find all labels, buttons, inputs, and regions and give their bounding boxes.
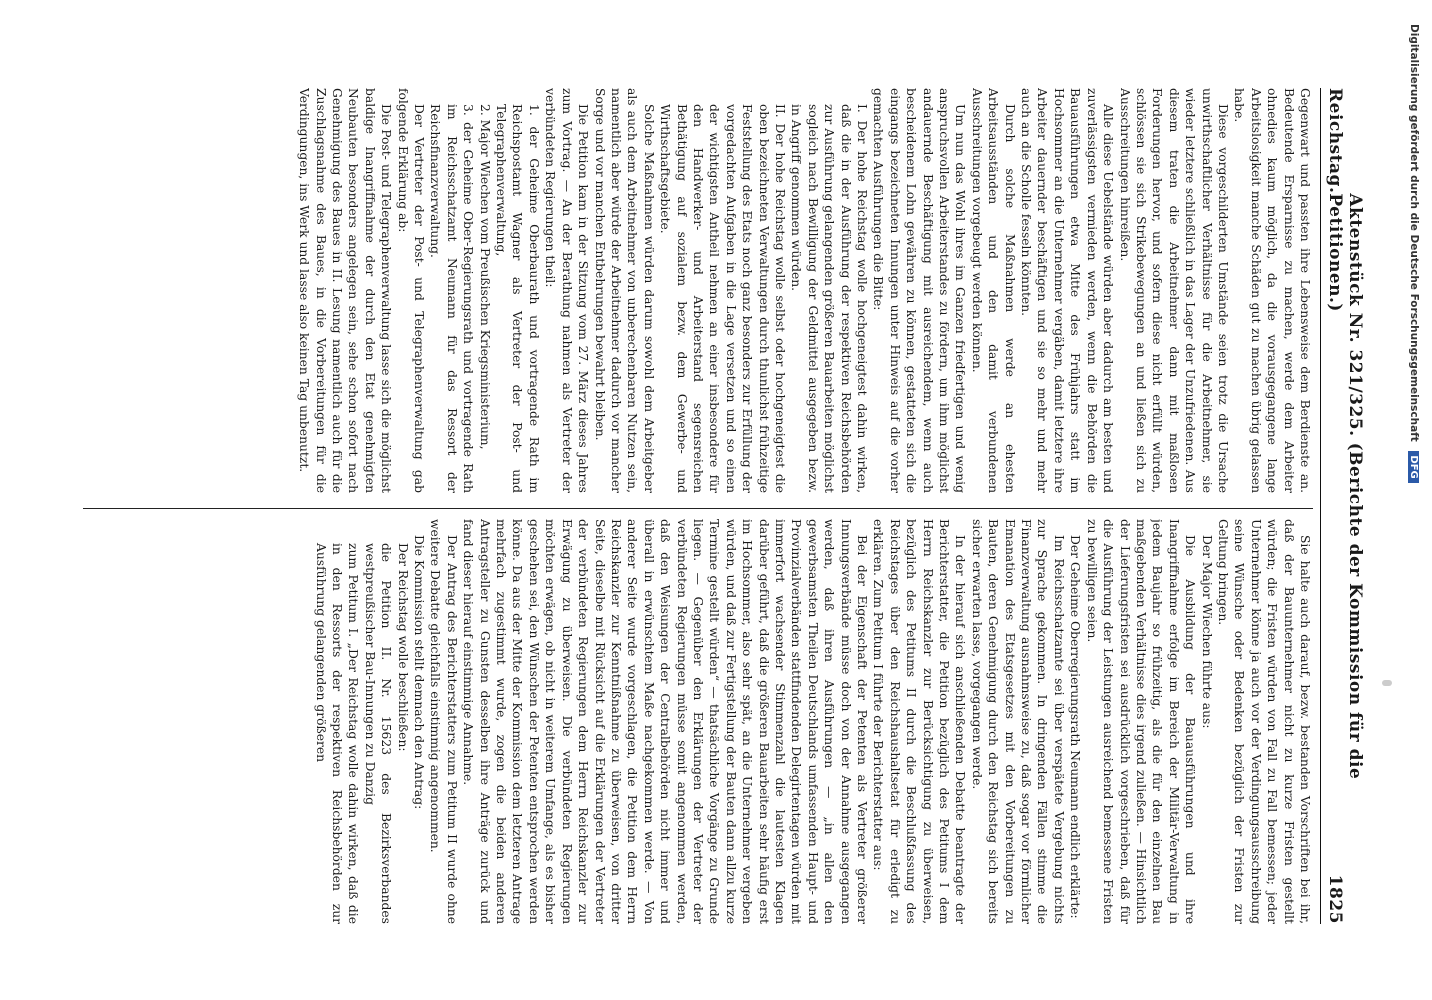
paragraph: Der Vertreter der Post- und Telegraphenverwaltung gab folgende Erklärung ab: <box>395 88 427 493</box>
paragraph: Sie halte auch darauf, bezw. bestanden Vorschriften bei ihr, daß der Bauunternehmer nicht zu kurze Fristen gestellt würden; die Fristen würden von Fall zu Fall bemessen; jeder Unternehmer könne ja auch vor der Verdingungsausschreibung seine Wünsche oder Bedenken bezüglich der Fristen zur Geltung bringen. <box>1215 519 1312 924</box>
page-header <box>1320 88 1365 924</box>
paragraph: Die Petition kam in der Sitzung vom 27. März dieses Jahres zum Vortrag. — An der Berathung nahmen als Vertreter der verbündeten Regierungen theil: <box>543 88 591 493</box>
header-section-title: (Berichte der Kommission für die Petitionen.) <box>1325 193 1365 780</box>
digitization-note: Digitalisierung gefördert durch die Deutsche Forschungsgemeinschaft <box>1408 24 1420 442</box>
dfg-logo: DFG <box>1408 451 1419 482</box>
paragraph: Der Geheime Oberregierungsrath Neumann endlich erklärte: <box>1068 535 1083 919</box>
paragraph: Diese vorgeschilderten Umstände seien trotz die Ursache unwirthschaftlicher Verhältnisse für die Arbeitnehmer, sie wieder letztere schließlich in das Lager der Unzufriedenen. Aus diesem traten die Arbeitnehmer dann mit maßlosen Forderungen hervor, und sofern diese nicht erfüllt würden, schlössen sie sich Strikebewegungen an und ließen sich zu Ausschreitungen hinreißen. <box>1117 88 1230 493</box>
header-left: Reichstag. <box>1325 88 1345 194</box>
paragraph: I. Der hohe Reichstag wolle hochgeneigtest dahin wirken, daß die in der Ausführung der respektiven Reichsbehörden zur Ausführung gelangenden größeren Bauarbeiten möglichst sogleich nach Bewilligung der Geldmittel ausgegeben bezw. in Angriff genommen würden. <box>789 104 870 493</box>
paragraph: Der Antrag des Berichterstatters zum Petitum II wurde ohne weitere Debatte gleichfalls einstimmig angenommen. <box>428 519 459 924</box>
paragraph: Bei der Eigenschaft der Petenten als Vertreter größerer Innungsverbände müsse doch von der Annahme ausgegangen werden, daß ihren Ausführungen — „in allen den gewerbsamsten Theilen Deutschlands umfassenden Haupt- und Provinzialverbänden stattfindenden Delegirtentagen würden mit immerfort wachsender Stimmenzahl die lautesten Klagen darüber geführt, daß die größeren Bauarbeiten sehr häufig erst im Hochsommer, also sehr spät, an die Unternehmer vergeben würden, und daß zur Fertigstellung der Bauten dann allzu kurze Termine gestellt würden“ — thatsächliche Vorgänge zu Grunde liegen. — Gegenüber den Erklärungen der Vertreter der verbündeten Regierungen müsse somit angenommen werden, daß den Weisungen der Centralbehörden nicht immer und überall in erwünschtem Maße nachgekommen werde. — Von anderer Seite wurde vorgeschlagen, die Petition dem Herrn Reichskanzler zur Kenntnißnahme zu überweisen, von dritter Seite, dieselbe mit Rücksicht auf die Erklärungen der Vertreter der verbündeten Regierungen dem Herrn Reichskanzler zur Erwägung zu überweisen. Die verbündeten Regierungen möchten erwägen, ob nicht in weiterem Umfange, als es bisher geschehen sei, den Wünschen der Petenten entsprochen werden könne. Da aus der Mitte der Kommission dem letzteren Antrage mehrfach zugestimmt wurde, zogen die beiden anderen Antragsteller zu Gunsten desselben ihre Anträge zurück und fand dieser hierauf einstimmige Annahme. <box>461 519 870 924</box>
paragraph: Die Post- und Telegraphenverwaltung lasse sich die möglichst baldige Inangriffnahme der durch den Etat genehmigten Neubauten besonders angelegen sein, sehe schon sofort nach Genehmigung des Baues in II. Lesung namentlich auch für die Zuschlagsnahme des Baues, in die Vorbereitungen für die Verdingungen, ins Werk und lasse also keinen Tag unbenutzt. <box>297 88 394 493</box>
digitization-credit <box>1402 18 1424 618</box>
paragraph: Der Major Wiechen führte aus: <box>1199 535 1214 729</box>
paragraph: 3. der Geheime Ober-Regierungsrath und vortragende Rath im Reichsschatzamt Neumann für das Ressort der Reichsfinanzverwaltung. <box>428 104 476 493</box>
paragraph: II. Der hohe Reichstag wolle selbst oder hochgeneigtest die oben bezeichneten Verwaltungen durch thunlichst frühzeitige Feststellung des Etats noch ganz besonders zur Erfüllung der vorgedachten Aufgaben in die Lage versetzen und so einen der wichtigsten Antheil nehmen an einer insbesondere für den Handwerker- und Arbeiterstand segensreichen Bethätigung auf sozialem bezw. dem Gewerbe- und Wirthschaftsgebiete. <box>658 104 787 493</box>
paragraph: Alle diese Uebelstände würden aber dadurch am besten und zuverlässigsten vermieden werden, wenn die Behörden die Bauausführungen etwa Mitte des Frühjahrs statt im Hochsommer an die Unternehmer vergäben, damit letztere ihre Arbeiter dauernder beschäftigen und sie so mehr und mehr auch an die Scholle fesseln könnten. <box>1019 88 1116 493</box>
paragraph: Um nun das Wohl ihres im Ganzen friedfertigen und wenig anspruchsvollen Arbeiterstandes zu fördern, um ihm möglichst andauernde Beschäftigung mit ausreichendem, wenn auch bescheidenem Lohn gewähren zu können, gestatteten sich die eingangs bezeichneten Innungen unter Hinweis auf die vorher gemachten Ausführungen die Bitte: <box>871 88 968 493</box>
paragraph: Gegenwart und passten ihre Lebensweise dem Berdienste an. Bedeutende Ersparnisse zu machen, werde dem Arbeiter ohnedies kaum möglich, da die vorausgegangene lange Arbeitslosigkeit manche Schäden gut zu machen übrig gelassen habe. <box>1232 88 1312 493</box>
header-center <box>1325 193 1365 874</box>
paragraph: Im Reichsschatzamte sei über verspätete Vergebung nichts zur Sprache gekommen. In dringenden Fällen stimme die Finanzverwaltung ausnahmsweise zu, daß sogar vor förmlicher Emanation des Etatsgesetzes mit den Vorbereitungen zu Bauten, deren Genehmigung durch den Reichstag sich bereits sicher erwarten lasse, vorgegangen werde. <box>969 519 1066 924</box>
paragraph: In der hierauf sich anschließenden Debatte beantragte der Berichterstatter, die Petition bezüglich des Petitums I dem Herrn Reichskanzler zur Berücksichtigung zu überweisen, bezüglich des Petitums II durch die Beschlußfassung des Reichstages über den Reichshaushaltsetat für erledigt zu erklären. Zum Petitum I führte der Berichterstatter aus: <box>871 519 968 924</box>
paragraph: zum Petitum I. „Der Reichstag wolle dahin wirken, daß die in den Ressorts der respektiven Reichsbehörden zur Ausführung gelangenden größeren <box>313 543 361 924</box>
paragraph: Durch solche Maßnahmen werde an ehesten Arbeitsausständen und den damit verbundenen Ausschreitungen vorgebeugt werden können. <box>969 88 1017 493</box>
paragraph: die Petition II. Nr. 15623 des Bezirksverbandes westpreußischer Bau-Innungen zu Danzig <box>362 543 394 924</box>
scan-mark <box>1382 680 1392 686</box>
paragraph: 1. der Geheime Oberbaurath und vortragende Rath im Reichspostamt Wagner als Vertreter der Post- und Telegraphenverwaltung, <box>494 104 541 493</box>
right-text-column <box>78 519 1313 924</box>
paragraph: Die Kommission stellt demnach den Antrag: <box>412 535 427 810</box>
page-number: 1825 <box>1325 874 1345 924</box>
left-text-column <box>78 88 1313 493</box>
paragraph: Der Reichstag wolle beschließen: <box>395 543 410 752</box>
paragraph: 2. Major Wiechen vom Preußischen Kriegsministerium, <box>477 104 492 450</box>
column-divider <box>83 508 1313 509</box>
paragraph: Solche Maßnahmen würden darum sowohl dem Arbeitgeber als auch dem Arbeitnehmer von unberechenbaren Nutzen sein, namentlich aber würde der Arbeitnehmer dadurch vor mancher Sorge und vor manchen Entbehrungen bewahrt bleiben. <box>592 88 656 493</box>
header-document-number: Aktenstück Nr. 321/325. <box>1345 193 1365 437</box>
paragraph: Die Ausbildung der Bauausführungen und ihre Inangriffnahme erfolge im Bereich der Militär-Verwaltung in jedem Baujahr so frühzeitig, als die für den einzelnen Bau maßgebenden Verhältnisse dies irgend zuließen. — Hinsichtlich der Lieferungsfristen sei ausdrücklich vorgeschrieben, daß für die Ausführung der Leistungen ausreichend bemessene Fristen zu bewilligen seien. <box>1084 519 1198 924</box>
